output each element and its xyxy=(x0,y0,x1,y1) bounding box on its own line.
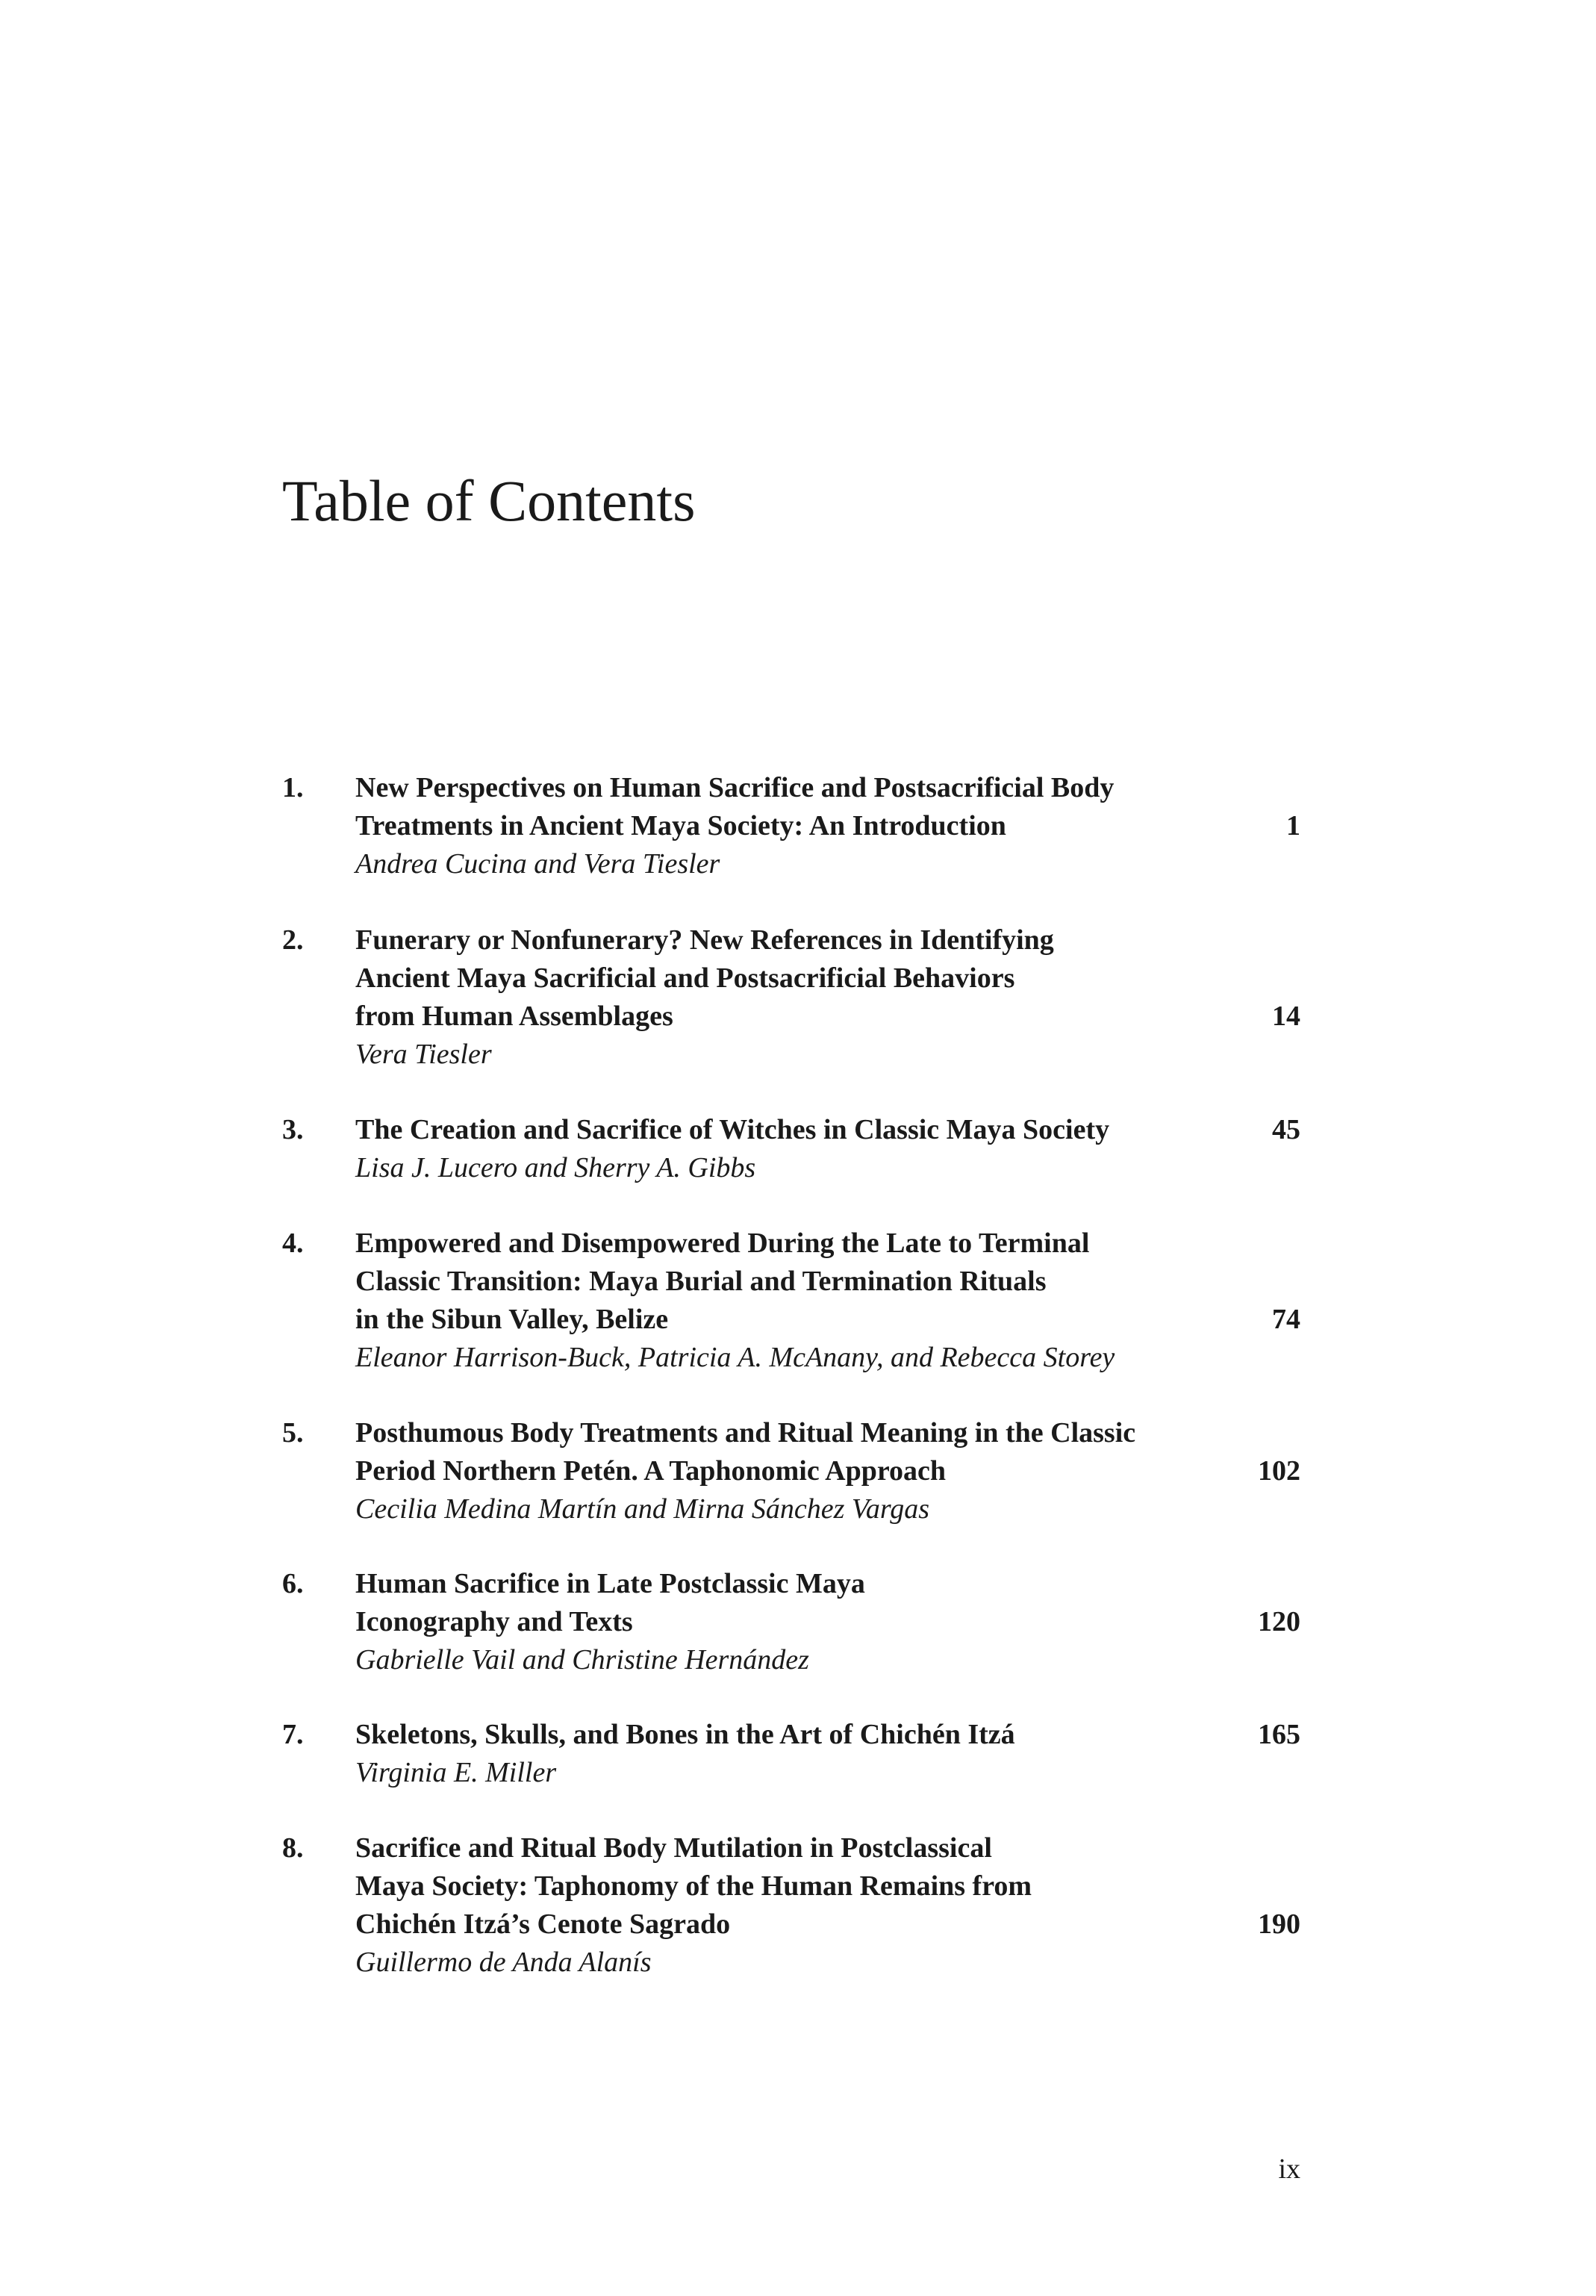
toc-entry-title-line: Human Sacrifice in Late Postclassic Maya xyxy=(355,1568,865,1599)
toc-entry-authors: Eleanor Harrison-Buck, Patricia A. McAnany, and Rebecca Storey xyxy=(355,1342,1115,1373)
toc-entry-page-number: 14 xyxy=(1272,1001,1300,1032)
toc-entry-page-number: 190 xyxy=(1258,1908,1300,1940)
toc-entry-page-number: 102 xyxy=(1258,1455,1300,1487)
toc-entry-title-line: Classic Transition: Maya Burial and Termination Rituals xyxy=(355,1266,1047,1297)
toc-entry-title-line: from Human Assemblages xyxy=(355,1001,673,1032)
toc-entry-title-line: Sacrifice and Ritual Body Mutilation in Postclassical xyxy=(355,1832,992,1864)
toc-entry-title-line: Treatments in Ancient Maya Society: An Introduction xyxy=(355,810,1006,841)
toc-entry-authors: Guillermo de Anda Alanís xyxy=(355,1947,652,1978)
toc-entry-number: 5. xyxy=(282,1417,304,1449)
toc-entry-number: 3. xyxy=(282,1114,304,1145)
toc-entry-authors: Cecilia Medina Martín and Mirna Sánchez Vargas xyxy=(355,1493,930,1525)
toc-entry-title-line: Funerary or Nonfunerary? New References in Identifying xyxy=(355,924,1054,956)
page-title: Table of Contents xyxy=(282,468,696,533)
toc-entry-authors: Vera Tiesler xyxy=(355,1039,492,1070)
toc-entry-number: 4. xyxy=(282,1228,304,1259)
toc-entry-number: 6. xyxy=(282,1568,304,1599)
toc-entry-number: 2. xyxy=(282,924,304,956)
toc-entry-title-line: Maya Society: Taphonomy of the Human Remains from xyxy=(355,1870,1032,1902)
toc-entry-page-number: 45 xyxy=(1272,1114,1300,1145)
toc-entry-page-number: 165 xyxy=(1258,1719,1300,1750)
toc-entry-authors: Virginia E. Miller xyxy=(355,1757,557,1788)
toc-entry-title-line: Empowered and Disempowered During the Late to Terminal xyxy=(355,1228,1090,1259)
toc-entry-page-number: 120 xyxy=(1258,1606,1300,1637)
toc-entry-title-line: Iconography and Texts xyxy=(355,1606,633,1637)
toc-entry-title-line: Chichén Itzá’s Cenote Sagrado xyxy=(355,1908,731,1940)
toc-entry-title-line: Period Northern Petén. A Taphonomic Approach xyxy=(355,1455,947,1487)
toc-entry-number: 7. xyxy=(282,1719,304,1750)
toc-entry-number: 1. xyxy=(282,772,304,803)
page-folio: ix xyxy=(1278,2153,1300,2185)
toc-entry-page-number: 1 xyxy=(1286,810,1300,841)
toc-entry-page-number: 74 xyxy=(1272,1304,1300,1335)
toc-entry-title-line: in the Sibun Valley, Belize xyxy=(355,1304,669,1335)
toc-entry-title-line: Skeletons, Skulls, and Bones in the Art of Chichén Itzá xyxy=(355,1719,1015,1750)
toc-entry-number: 8. xyxy=(282,1832,304,1864)
toc-entry-authors: Lisa J. Lucero and Sherry A. Gibbs xyxy=(355,1152,756,1183)
toc-entry-authors: Gabrielle Vail and Christine Hernández xyxy=(355,1644,809,1676)
toc-entry-title-line: Ancient Maya Sacrificial and Postsacrificial Behaviors xyxy=(355,962,1015,994)
toc-entry-title-line: The Creation and Sacrifice of Witches in Classic Maya Society xyxy=(355,1114,1110,1145)
toc-entry-title-line: Posthumous Body Treatments and Ritual Meaning in the Classic xyxy=(355,1417,1136,1449)
toc-entry-title-line: New Perspectives on Human Sacrifice and Postsacrificial Body xyxy=(355,772,1115,803)
toc-entry-authors: Andrea Cucina and Vera Tiesler xyxy=(355,848,720,880)
